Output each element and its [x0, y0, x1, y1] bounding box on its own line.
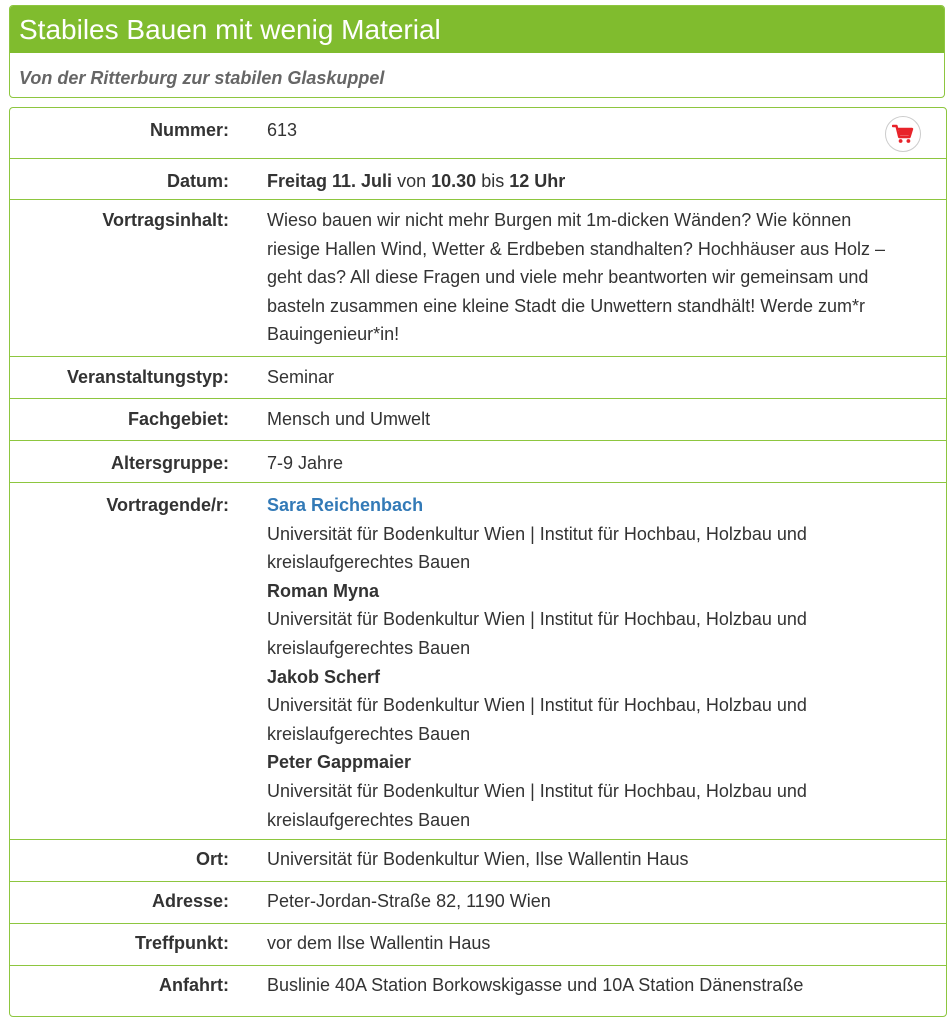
row-content	[10, 200, 946, 357]
value-number: 613	[267, 120, 298, 140]
speaker-affiliation: Universität für Bodenkultur Wien | Institut für Hochbau, Holzbau und kreislaufgerechtes Bauen	[267, 523, 807, 573]
date-to-word: bis	[481, 171, 505, 191]
label-address: Adresse:	[151, 891, 229, 911]
row-speakers	[10, 483, 946, 840]
date-from-word: von	[397, 171, 427, 191]
row-number	[10, 108, 946, 159]
label-meeting-point: Treffpunkt:	[135, 933, 229, 953]
value-place: Universität für Bodenkultur Wien, Ilse Wallentin Haus	[267, 849, 689, 869]
label-number: Nummer:	[149, 120, 229, 140]
label-age: Altersgruppe:	[110, 453, 229, 473]
event-subtitle: Von der Ritterburg zur stabilen Glaskuppel	[19, 68, 385, 88]
row-date	[10, 159, 946, 200]
value-address: Peter-Jordan-Straße 82, 1190 Wien	[267, 891, 551, 911]
label-content: Vortragsinhalt:	[102, 210, 229, 230]
speaker-name: Roman Myna	[267, 580, 380, 601]
row-age	[10, 441, 946, 483]
label-date: Datum:	[167, 171, 229, 191]
event-title: Stabiles Bauen mit wenig Material	[10, 6, 944, 53]
value-meeting-point: vor dem Ilse Wallentin Haus	[267, 933, 491, 953]
row-field	[10, 399, 946, 441]
value-directions: Buslinie 40A Station Borkowskigasse und 10A Station Dänenstraße	[267, 975, 804, 995]
value-content: Wieso bauen wir nicht mehr Burgen mit 1m-dicken Wänden? Wie können riesige Hallen Wind, Wetter & Erdbeben standhalten? Hochhäuser aus Holz – geht das? All diese Fragen und viele mehr beantworten wir gemeinsam und basteln zusammen eine kleine Stadt die Unwettern standhält! Werde zum*r Bauingenieur*in!	[267, 210, 886, 345]
value-field: Mensch und Umwelt	[267, 409, 431, 429]
date-to: 12 Uhr	[509, 171, 566, 191]
label-type: Veranstaltungstyp:	[66, 367, 229, 387]
value-type: Seminar	[267, 367, 335, 387]
label-field: Fachgebiet:	[127, 409, 229, 429]
speaker-name-link[interactable]: Sara Reichenbach	[267, 495, 424, 515]
event-details-table	[9, 107, 947, 1017]
event-header	[9, 5, 945, 98]
speaker-name: Jakob Scherf	[267, 666, 381, 687]
date-day: Freitag 11. Juli	[267, 171, 393, 191]
row-directions	[10, 966, 946, 1017]
speaker-affiliation: Universität für Bodenkultur Wien | Institut für Hochbau, Holzbau und kreislaufgerechtes Bauen	[267, 609, 807, 658]
row-type	[10, 357, 946, 399]
value-age: 7-9 Jahre	[267, 453, 344, 473]
row-meeting-point	[10, 924, 946, 966]
label-directions: Anfahrt:	[159, 975, 229, 995]
row-place	[10, 840, 946, 882]
speaker-list	[267, 491, 887, 839]
shopping-cart-icon	[892, 124, 914, 144]
label-speakers: Vortragende/r:	[106, 495, 229, 515]
row-address	[10, 882, 946, 924]
speaker-affiliation: Universität für Bodenkultur Wien | Institut für Hochbau, Holzbau und kreislaufgerechtes Bauen	[267, 695, 807, 744]
label-place: Ort:	[196, 849, 229, 869]
speaker-name: Peter Gappmaier	[267, 752, 412, 773]
date-from: 10.30	[431, 171, 477, 191]
value-date	[267, 167, 887, 199]
add-to-cart-button[interactable]	[885, 116, 921, 152]
speaker-affiliation: Universität für Bodenkultur Wien | Institut für Hochbau, Holzbau und kreislaufgerechtes Bauen	[267, 780, 807, 830]
